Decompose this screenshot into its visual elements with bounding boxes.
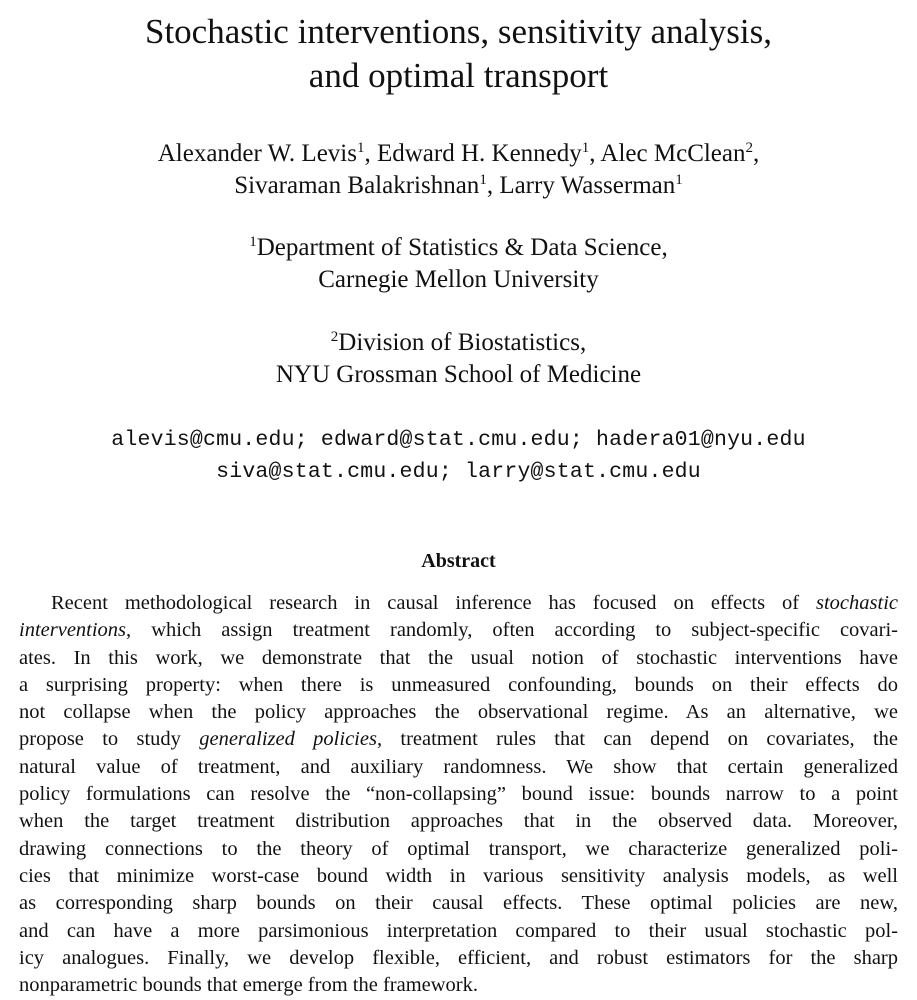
emails-line-2: siva@stat.cmu.edu; larry@stat.cmu.edu bbox=[216, 460, 701, 484]
abstract-line: as corresponding sharp bounds on their causal effects. These optimal policies are new, bbox=[19, 892, 898, 915]
abstract-line: drawing connections to the theory of optimal transport, we characterize generalized poli- bbox=[19, 837, 898, 860]
abstract-line: a surprising property: when there is unmeasured confounding, bounds on their effects do bbox=[19, 673, 898, 696]
abstract-line: natural value of treatment, and auxiliary randomness. We show that certain generalized bbox=[19, 755, 898, 778]
abstract-line: when the target treatment distribution approaches that in the observed data. Moreover, bbox=[19, 810, 898, 833]
author-emails bbox=[0, 424, 917, 488]
abstract-line: policy formulations can resolve the “non-collapsing” bound issue: bounds narrow to a point bbox=[19, 783, 898, 806]
author-line-1: Alexander W. Levis$^1$, Edward H. Kennedy$^1$, Alec McClean$^2$, bbox=[157, 140, 760, 167]
affiliation-mark: 2 bbox=[330, 329, 339, 345]
emphasized-term: generalized policies bbox=[199, 728, 377, 751]
affiliation-department: Division of Biostatistics, bbox=[338, 329, 587, 356]
author-affiliation-mark: 1 bbox=[356, 140, 365, 156]
affiliation-institution: NYU Grossman School of Medicine bbox=[275, 361, 642, 388]
author-affiliation-mark: 1 bbox=[479, 172, 487, 188]
abstract-line: nonparametric bounds that emerge from the framework. bbox=[19, 974, 478, 997]
author-affiliation-mark: 2 bbox=[745, 140, 754, 156]
abstract-line: propose to study generalized policies, treatment rules that can depend on covariates, the bbox=[19, 728, 898, 751]
author: Larry Wasserman bbox=[499, 172, 676, 199]
affiliation-1 bbox=[0, 232, 917, 296]
affiliation-department: Department of Statistics & Data Science, bbox=[256, 234, 668, 261]
abstract-line: cies that minimize worst-case bound width in various sensitivity analysis models, as well bbox=[19, 864, 898, 887]
author: Sivaraman Balakrishnan bbox=[234, 172, 480, 199]
emails-line-1: alevis@cmu.edu; edward@stat.cmu.edu; hadera01@nyu.edu bbox=[111, 428, 806, 452]
author: Edward H. Kennedy bbox=[376, 140, 582, 167]
title-line-1: Stochastic interventions, sensitivity analysis, bbox=[144, 12, 772, 51]
title-line-2: and optimal transport bbox=[308, 56, 609, 95]
author-affiliation-mark: 1 bbox=[675, 172, 683, 188]
abstract-line: not collapse when the policy approaches the observational regime. As an alternative, we bbox=[19, 701, 898, 724]
author: Alec McClean bbox=[600, 140, 746, 167]
paper-title bbox=[0, 10, 917, 98]
author: Alexander W. Levis bbox=[157, 140, 357, 167]
abstract-line: icy analogues. Finally, we develop flexible, efficient, and robust estimators for the sharp bbox=[19, 946, 898, 969]
emphasized-term: interventions bbox=[19, 619, 127, 642]
author-affiliation-mark: 1 bbox=[581, 140, 590, 156]
abstract-line: and can have a more parsimonious interpretation compared to their usual stochastic pol- bbox=[19, 919, 898, 942]
affiliation-mark: 1 bbox=[249, 234, 257, 250]
abstract-line: interventions, which assign treatment randomly, often according to subject-specific covari- bbox=[19, 619, 898, 642]
abstract-heading: Abstract bbox=[421, 550, 496, 572]
abstract-body bbox=[19, 590, 898, 999]
affiliation-institution: Carnegie Mellon University bbox=[318, 266, 599, 293]
author-list bbox=[0, 138, 917, 202]
emphasized-term: stochastic bbox=[816, 592, 898, 614]
author-line-2: Sivaraman Balakrishnan$^1$, Larry Wasserman$^1$ bbox=[234, 172, 683, 199]
affiliation-2 bbox=[0, 327, 917, 391]
abstract-line: ates. In this work, we demonstrate that the usual notion of stochastic interventions have bbox=[19, 646, 898, 669]
abstract-line: Recent methodological research in causal inference has focused on effects of stochastic bbox=[51, 592, 898, 614]
